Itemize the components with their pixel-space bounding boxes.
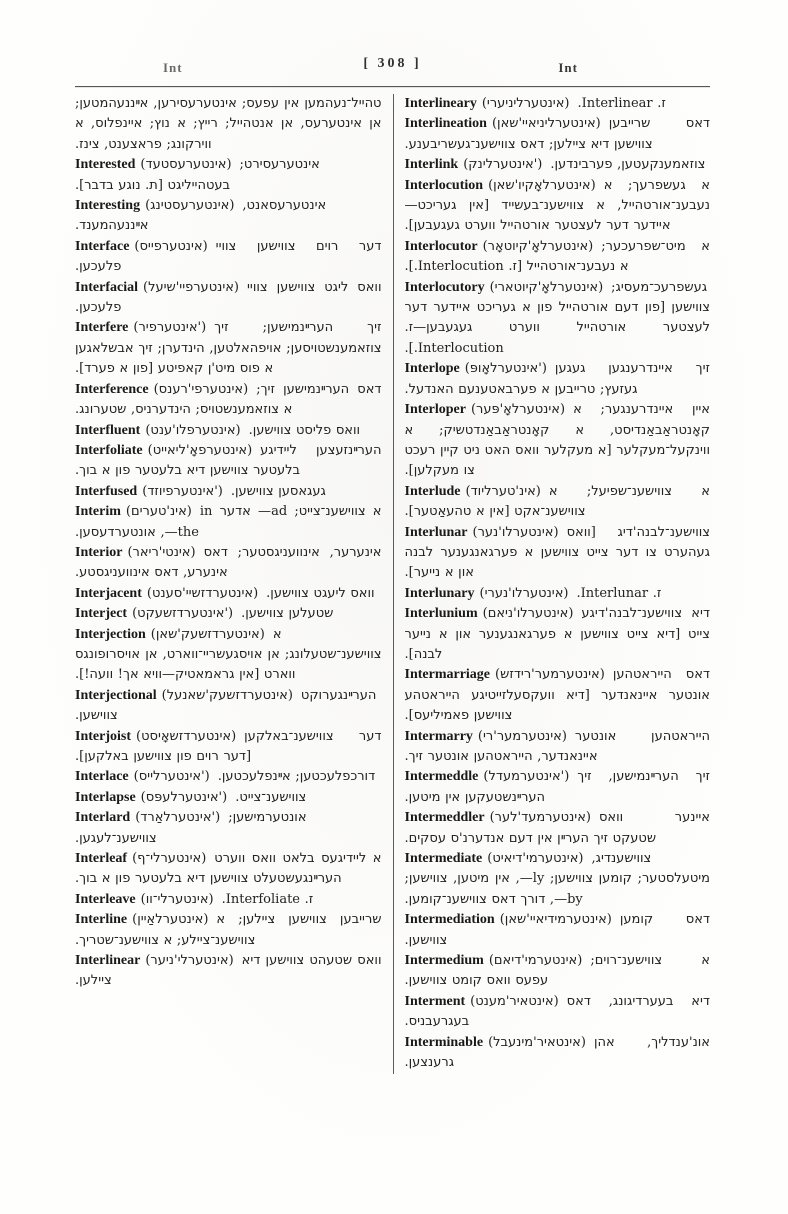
entry-definition: אינטערעסאנט, אײננעהמענד.	[75, 198, 327, 234]
page-number: [ 308 ]	[363, 56, 422, 71]
entry-headword: Interlocutory (אינטערלאָ'קיוטארי)	[404, 279, 604, 295]
entry-headword: Interlink (אינטערלינק')	[404, 157, 543, 173]
entry-headword: Interment (אינטאיר'מענט)	[404, 993, 559, 1009]
entry-headword: Interim (אינ'טערים)	[75, 504, 192, 520]
entry-pronunciation: (אינטערמעד'לער)	[489, 810, 591, 826]
dictionary-entry	[75, 441, 382, 482]
entry-pronunciation: (אינטערדזשאָיסט)	[136, 728, 237, 744]
dictionary-entry	[75, 849, 382, 890]
entry-definition: דאס קומען צווישען.	[404, 912, 710, 948]
entry-headword: Interjection (אינטערדזשעק'שאן)	[75, 626, 265, 642]
dictionary-entry	[405, 951, 711, 992]
entry-pronunciation: (אינטערפי'רענס)	[153, 381, 249, 397]
entry-definition: טהייל־נעהמען אין עפעס; אינטערעסירען, אײננעהמטען; אן אינטערעס, אן אנטהייל; רייץ; א נוץ; איינפלוס, א ווירקונג; פראצענט, צינז.	[75, 96, 382, 152]
entry-pronunciation: (אינטערלאָופּ')	[464, 361, 547, 377]
entry-headword: Interface (אינטערפייס)	[75, 238, 208, 254]
entry-definition: צווישענ־צייט.	[235, 789, 307, 805]
entry-headword: Interlace (אינטערלייס')	[75, 769, 210, 785]
entry-headword: Interminable (אינטאיר'מינעבל)	[404, 1034, 586, 1050]
entry-definition: זיך הערײנמישען; זיך צוזאמענשטויסען; אויפהאלטען, הינדערן; זיך אבשלאגען א פוס מיט'ן קאפיטע [פון א פערד].	[75, 320, 382, 377]
entry-definition: א מיט־שפרעכער; א נעבענ־אורטהייל [ז. Interlocution.].	[404, 238, 710, 275]
entry-definition: דער צווישענ־באלקען [דער רוים פון צווישען באלקען].	[75, 728, 382, 764]
entry-headword: Interline (אינטערלאַיין)	[75, 912, 209, 928]
entry-pronunciation: (אינטערפיוזד')	[142, 483, 223, 499]
entry-pronunciation: (אינטערלאַיין)	[132, 912, 209, 928]
entry-pronunciation: (אינ'טערים)	[125, 504, 192, 520]
dictionary-entry	[405, 482, 711, 523]
dictionary-entry	[75, 502, 382, 543]
entry-definition: צווישענ־לבנה'דיג [וואס געהערט צו דער צייט צווישען א פערגאנגענער לבנה און א נייער].	[404, 524, 710, 581]
entry-definition: וואס ליעגט צווישען.	[266, 585, 375, 601]
entry-headword: Interesting (אינטערעסטינג)	[75, 198, 235, 214]
entry-headword: Interior (אינטי'ריאר)	[75, 544, 196, 560]
entry-definition: צווישענדיג, מיטעלסטער; קומען צווישען; ly—, אין מיטען, צווישען; by—, דורך דאס צווישענ־קומען.	[404, 851, 711, 907]
entry-pronunciation: (אינטערליניאיי'שאן)	[491, 116, 601, 132]
entry-pronunciation: (אינטערלאָ'פּער)	[470, 402, 566, 418]
column-right	[393, 94, 711, 1074]
entry-headword: Interlapse (אינטערלעפּס')	[75, 789, 228, 805]
entry-pronunciation: (אינטערלי־וו)	[140, 891, 214, 907]
entry-definition: הערײנגערוקט צווישען.	[75, 687, 377, 724]
entry-headword: Interleaf (אינטערלי־ף)	[75, 851, 207, 867]
entry-headword: Interloper (אינטערלאָ'פּער)	[404, 402, 566, 418]
entry-headword: Interject (אינטערדזשעקט')	[75, 606, 234, 622]
dictionary-entry	[75, 482, 382, 502]
dictionary-entry	[75, 196, 382, 237]
entry-headword: Interlocution (אינטערלאָקיו'שאן)	[404, 177, 596, 193]
entry-definition: וואס שטעהט צווישען דיא ציילען.	[75, 953, 382, 989]
entry-definition: דאס הערײנמישען זיך; א צוזאמענשטויס; הינדערניס, שטערונג.	[75, 381, 382, 418]
entry-pronunciation: (אינטערמעדל')	[483, 769, 570, 785]
entry-continuation	[75, 94, 382, 155]
entry-pronunciation: (אינטערדזשעק'שאנעל)	[161, 687, 293, 703]
dictionary-entry	[405, 1033, 711, 1074]
entry-pronunciation: (אינטערלעפּס')	[140, 789, 228, 805]
header-rule	[75, 86, 710, 87]
entry-definition: וואס ליגט צווישען צוויי פלעכען.	[75, 279, 382, 316]
entry-definition: דאס הייראטהען אונטער איינאנדער [דיא וועקסעלזייטיגע הייראטהע צווישען פאמיליעס].	[404, 667, 710, 724]
entry-headword: Intermarriage (אינטערמער'רידזש)	[404, 667, 605, 683]
entry-definition: א צווישענ־רוים; עפעס וואס קומט צווישען.	[404, 953, 710, 989]
entry-pronunciation: (אינטערלייס')	[133, 769, 210, 785]
dictionary-entry	[405, 176, 711, 237]
entry-pronunciation: (אינטערליניערי)	[481, 96, 570, 111]
entry-pronunciation: (אינטערדזשעק'שאן)	[150, 626, 265, 642]
entry-headword: Interlunar (אינטערלו'נער)	[404, 524, 559, 540]
entry-definition: וואס פליסט צווישען.	[248, 422, 361, 438]
entry-pronunciation: (אינטערפייס)	[134, 238, 208, 254]
entry-definition: צוזאמענקעטען, פערבינדען.	[550, 157, 706, 173]
entry-pronunciation: (אינטערלאָ'קיוטארי)	[489, 279, 604, 295]
entry-headword: Interlunium (אינטערלו'ניאם)	[404, 606, 574, 622]
entry-pronunciation: (אינטי'ריאר)	[127, 544, 196, 560]
dictionary-entry	[75, 584, 382, 604]
entry-definition: שטעלען צווישען.	[241, 606, 334, 622]
guide-word-right: Int	[558, 60, 578, 75]
entry-headword: Interfused (אינטערפיוזד')	[75, 483, 223, 499]
entry-pronunciation: (אינטערלאָקיו'שאן)	[488, 177, 596, 193]
dictionary-entry	[405, 910, 711, 951]
dictionary-entry	[405, 849, 711, 910]
dictionary-entry	[405, 727, 711, 768]
dictionary-entry	[405, 992, 711, 1033]
running-head	[75, 56, 710, 82]
entry-headword: Interested (אינטערעסטעד)	[75, 157, 232, 173]
dictionary-entry	[75, 237, 382, 278]
dictionary-entry	[405, 604, 711, 665]
dictionary-entry	[75, 380, 382, 421]
entry-definition: ז. Interlunar.	[576, 585, 662, 601]
entry-definition: שרייבען צווישען ציילען; א צווישענ־ציילע; א צווישענ־שטריך.	[75, 912, 382, 948]
entry-pronunciation: (אינטאיר'מענט)	[470, 993, 559, 1009]
dictionary-entry	[75, 727, 382, 768]
dictionary-entry	[405, 767, 711, 808]
entry-pronunciation: (אינטערלינק')	[463, 157, 543, 173]
entry-pronunciation: (אינטערלאַרד')	[135, 810, 221, 826]
entry-pronunciation: (אינטערלי'ניער)	[145, 953, 234, 969]
entry-pronunciation: (אינטערמידיאיי'שאן)	[499, 912, 612, 928]
entry-pronunciation: (אינטערמער'רידזש)	[495, 667, 605, 683]
entry-headword: Interfacial (אינטערפיי'שיעל)	[75, 279, 239, 295]
entry-headword: Interlude (אינ'טערליוד)	[404, 483, 541, 499]
entry-pronunciation: (אינטערלאָ'קיוטאָר)	[482, 238, 594, 254]
dictionary-entry	[405, 359, 711, 400]
entry-definition: א צווישענ־שפיעל; א צווישענ־אקט [אין א טהעאַטער].	[404, 483, 710, 520]
entry-definition: ז. Interlinear.	[577, 96, 666, 111]
entry-pronunciation: (אינטערדזשיי'סענט)	[146, 585, 259, 601]
dictionary-entry	[405, 278, 711, 360]
entry-headword: Interjacent (אינטערדזשיי'סענט)	[75, 585, 259, 601]
guide-word-left: Int	[163, 60, 183, 75]
entry-headword: Interlope (אינטערלאָופּ')	[404, 361, 547, 377]
entry-headword: Interlineation (אינטערליניאיי'שאן)	[404, 116, 601, 132]
entry-headword: Intermediation (אינטערמידיאיי'שאן)	[404, 912, 612, 928]
text-columns	[75, 94, 710, 1074]
dictionary-entry	[75, 421, 382, 441]
entry-definition: דיא בעערדיגונג, דאס בעגרעבניס.	[404, 993, 710, 1030]
dictionary-entry	[405, 584, 711, 604]
entry-definition: איינער וואס שטעקט זיך הערײן אין דעם אנדערנ'ס עסקים.	[404, 810, 710, 846]
entry-pronunciation: (אינטערמי'דיאיט)	[487, 851, 584, 867]
dictionary-entry	[405, 237, 711, 278]
entry-definition: געגאסען צווישען.	[230, 483, 326, 499]
entry-pronunciation: (אינטערלו'נערי)	[479, 585, 569, 601]
dictionary-entry	[75, 604, 382, 624]
entry-pronunciation: (אינטערפאָ'ליאייט)	[147, 442, 253, 458]
dictionary-entry	[405, 523, 711, 584]
entry-headword: Intermeddler (אינטערמעד'לער)	[404, 810, 591, 826]
entry-headword: Intermedium (אינטערמי'דיאם)	[404, 953, 583, 969]
dictionary-entry	[75, 910, 382, 951]
entry-pronunciation: (אינטערמי'דיאם)	[488, 953, 583, 969]
entry-definition: געשפרעכ־מעסיג; צווישען [פון דעם אורטהייל פון א געריכט איידער דער לעצטער אורטהייל ווערט געגעבען—ז. Interlocution.].	[404, 279, 710, 356]
entry-headword: Interjoist (אינטערדזשאָיסט)	[75, 728, 237, 744]
dictionary-entry	[405, 114, 711, 155]
entry-pronunciation: (אינטערלי־ף)	[132, 851, 207, 867]
entry-headword: Intermediate (אינטערמי'דיאיט)	[404, 851, 584, 867]
entry-definition: א צווישענ־צייט; ad— אדער in the—, אונטערדעסען.	[75, 504, 382, 540]
dictionary-entry	[75, 278, 382, 319]
dictionary-entry	[405, 400, 711, 482]
entry-headword: Interference (אינטערפי'רענס)	[75, 381, 249, 397]
dictionary-entry	[75, 808, 382, 849]
dictionary-entry	[75, 788, 382, 808]
entry-headword: Interjectional (אינטערדזשעק'שאנעל)	[75, 687, 293, 703]
entry-definition: איין איינדרענגער; א קאָנטראַבאַנדיסט, א קאָנטראַבאַנדטשיק; א ווינקעל־מעקלער [א מעקלער וואס האט ניט קיין רעכט צו מעקלען].	[404, 402, 710, 479]
entry-pronunciation: (אינטערפיר')	[133, 320, 207, 336]
entry-headword: Interlocutor (אינטערלאָ'קיוטאָר)	[404, 238, 594, 254]
entry-headword: Intermeddle (אינטערמעדל')	[404, 769, 570, 785]
dictionary-entry	[75, 686, 382, 727]
entry-definition: א געשפרעך; א נעבענ־אורטהייל, א צווישענ־בעשייד [אין געריכט—איידער דער לעצטער אורטהייל ווערט געגעבען].	[404, 177, 710, 234]
entry-definition: א ליידיגעס בלאט וואס ווערט הערײנגעשטעלט צווישען דיא בלעטער פון א בוך.	[75, 851, 382, 887]
entry-definition: ז. Interfoliate.	[221, 891, 314, 907]
dictionary-entry	[75, 155, 382, 196]
entry-definition: דאס שרייבען צווישען דיא ציילען; דאס צווישענ־געשריבענע.	[404, 116, 710, 152]
entry-pronunciation: (אינטאיר'מינעבל)	[488, 1034, 586, 1050]
dictionary-entry	[75, 318, 382, 379]
entry-definition: דורכפלעכטען; אײנפלעכטען.	[217, 769, 376, 785]
entry-definition: דער רוים צווישען צוויי פלעכען.	[75, 238, 382, 275]
entry-headword: Interfluent (אינטערפלו'ענט)	[75, 422, 241, 438]
entry-headword: Interfoliate (אינטערפאָ'ליאייט)	[75, 442, 253, 458]
dictionary-entry	[405, 155, 711, 175]
entry-definition: זיך הערײנמישען, זיך הערײנשטעקען אין מיטען.	[404, 769, 710, 805]
entry-pronunciation: (אינטערעסטינג)	[145, 198, 235, 214]
entry-pronunciation: (אינטערפלו'ענט)	[145, 422, 241, 438]
entry-definition: הייראטהען אונטער איינאנדער, הייראטהען אונטער זיך.	[404, 728, 710, 764]
entry-headword: Interlineary (אינטערליניערי)	[404, 96, 570, 111]
entry-headword: Interlard (אינטערלאַרד')	[75, 810, 221, 826]
entry-pronunciation: (אינטערמער'רי)	[477, 728, 567, 744]
entry-pronunciation: (אינטערפיי'שיעל)	[142, 279, 239, 295]
dictionary-entry	[75, 625, 382, 686]
entry-definition: דיא צווישענ־לבנה'דיגע צייט [דיא צייט צווישען א פערגאנגענער און א נייער לבנה].	[404, 606, 710, 662]
dictionary-entry	[405, 94, 711, 114]
entry-definition: אינערער, אינוועניגסטער; דאס אינערע, דאס אינוועניגסטע.	[75, 544, 382, 581]
entry-pronunciation: (אינטערלו'ניאם)	[482, 606, 574, 622]
dictionary-entry	[405, 665, 711, 726]
dictionary-entry	[75, 890, 382, 910]
entry-pronunciation: (אינטערעסטעד)	[140, 157, 232, 173]
entry-headword: Interleave (אינטערלי־וו)	[75, 891, 214, 907]
entry-headword: Interfere (אינטערפיר')	[75, 320, 207, 336]
dictionary-entry	[75, 767, 382, 787]
dictionary-entry	[405, 808, 711, 849]
entry-headword: Interlunary (אינטערלו'נערי)	[404, 585, 569, 601]
entry-headword: Interlinear (אינטערלי'ניער)	[75, 953, 234, 969]
entry-definition: אינטערעסירט; בעטהייליגט [ת. נוגע בדבר].	[75, 157, 320, 193]
column-left	[75, 94, 393, 1074]
entry-definition: זיך איינדרענגען געגען געזעץ; טרייבען א פערבאטענעם האנדעל.	[404, 361, 710, 397]
dictionary-entry	[75, 543, 382, 584]
entry-headword: Intermarry (אינטערמער'רי)	[404, 728, 567, 744]
entry-pronunciation: (אינטערלו'נער)	[472, 524, 559, 540]
entry-definition: אונ'ענדליך, אהן גרענצען.	[404, 1034, 710, 1071]
entry-definition: הערײנזעצען ליידיגע בלעטער צווישען דיא בלעטער פון א בוך.	[75, 442, 382, 479]
entry-pronunciation: (אינ'טערליוד)	[465, 483, 541, 499]
entry-definition: אונטערמישען; צווישענ־לעגען.	[75, 810, 307, 846]
entry-definition: א צווישענ־שטעלונג; אן אויסגעשריי־ווארט, אן אויסרופונגס ווארט [אין גראמאטיק—וויא אך! וועה!].	[75, 626, 382, 683]
dictionary-entry	[75, 951, 382, 992]
entry-pronunciation: (אינטערדזשעקט')	[132, 606, 234, 622]
